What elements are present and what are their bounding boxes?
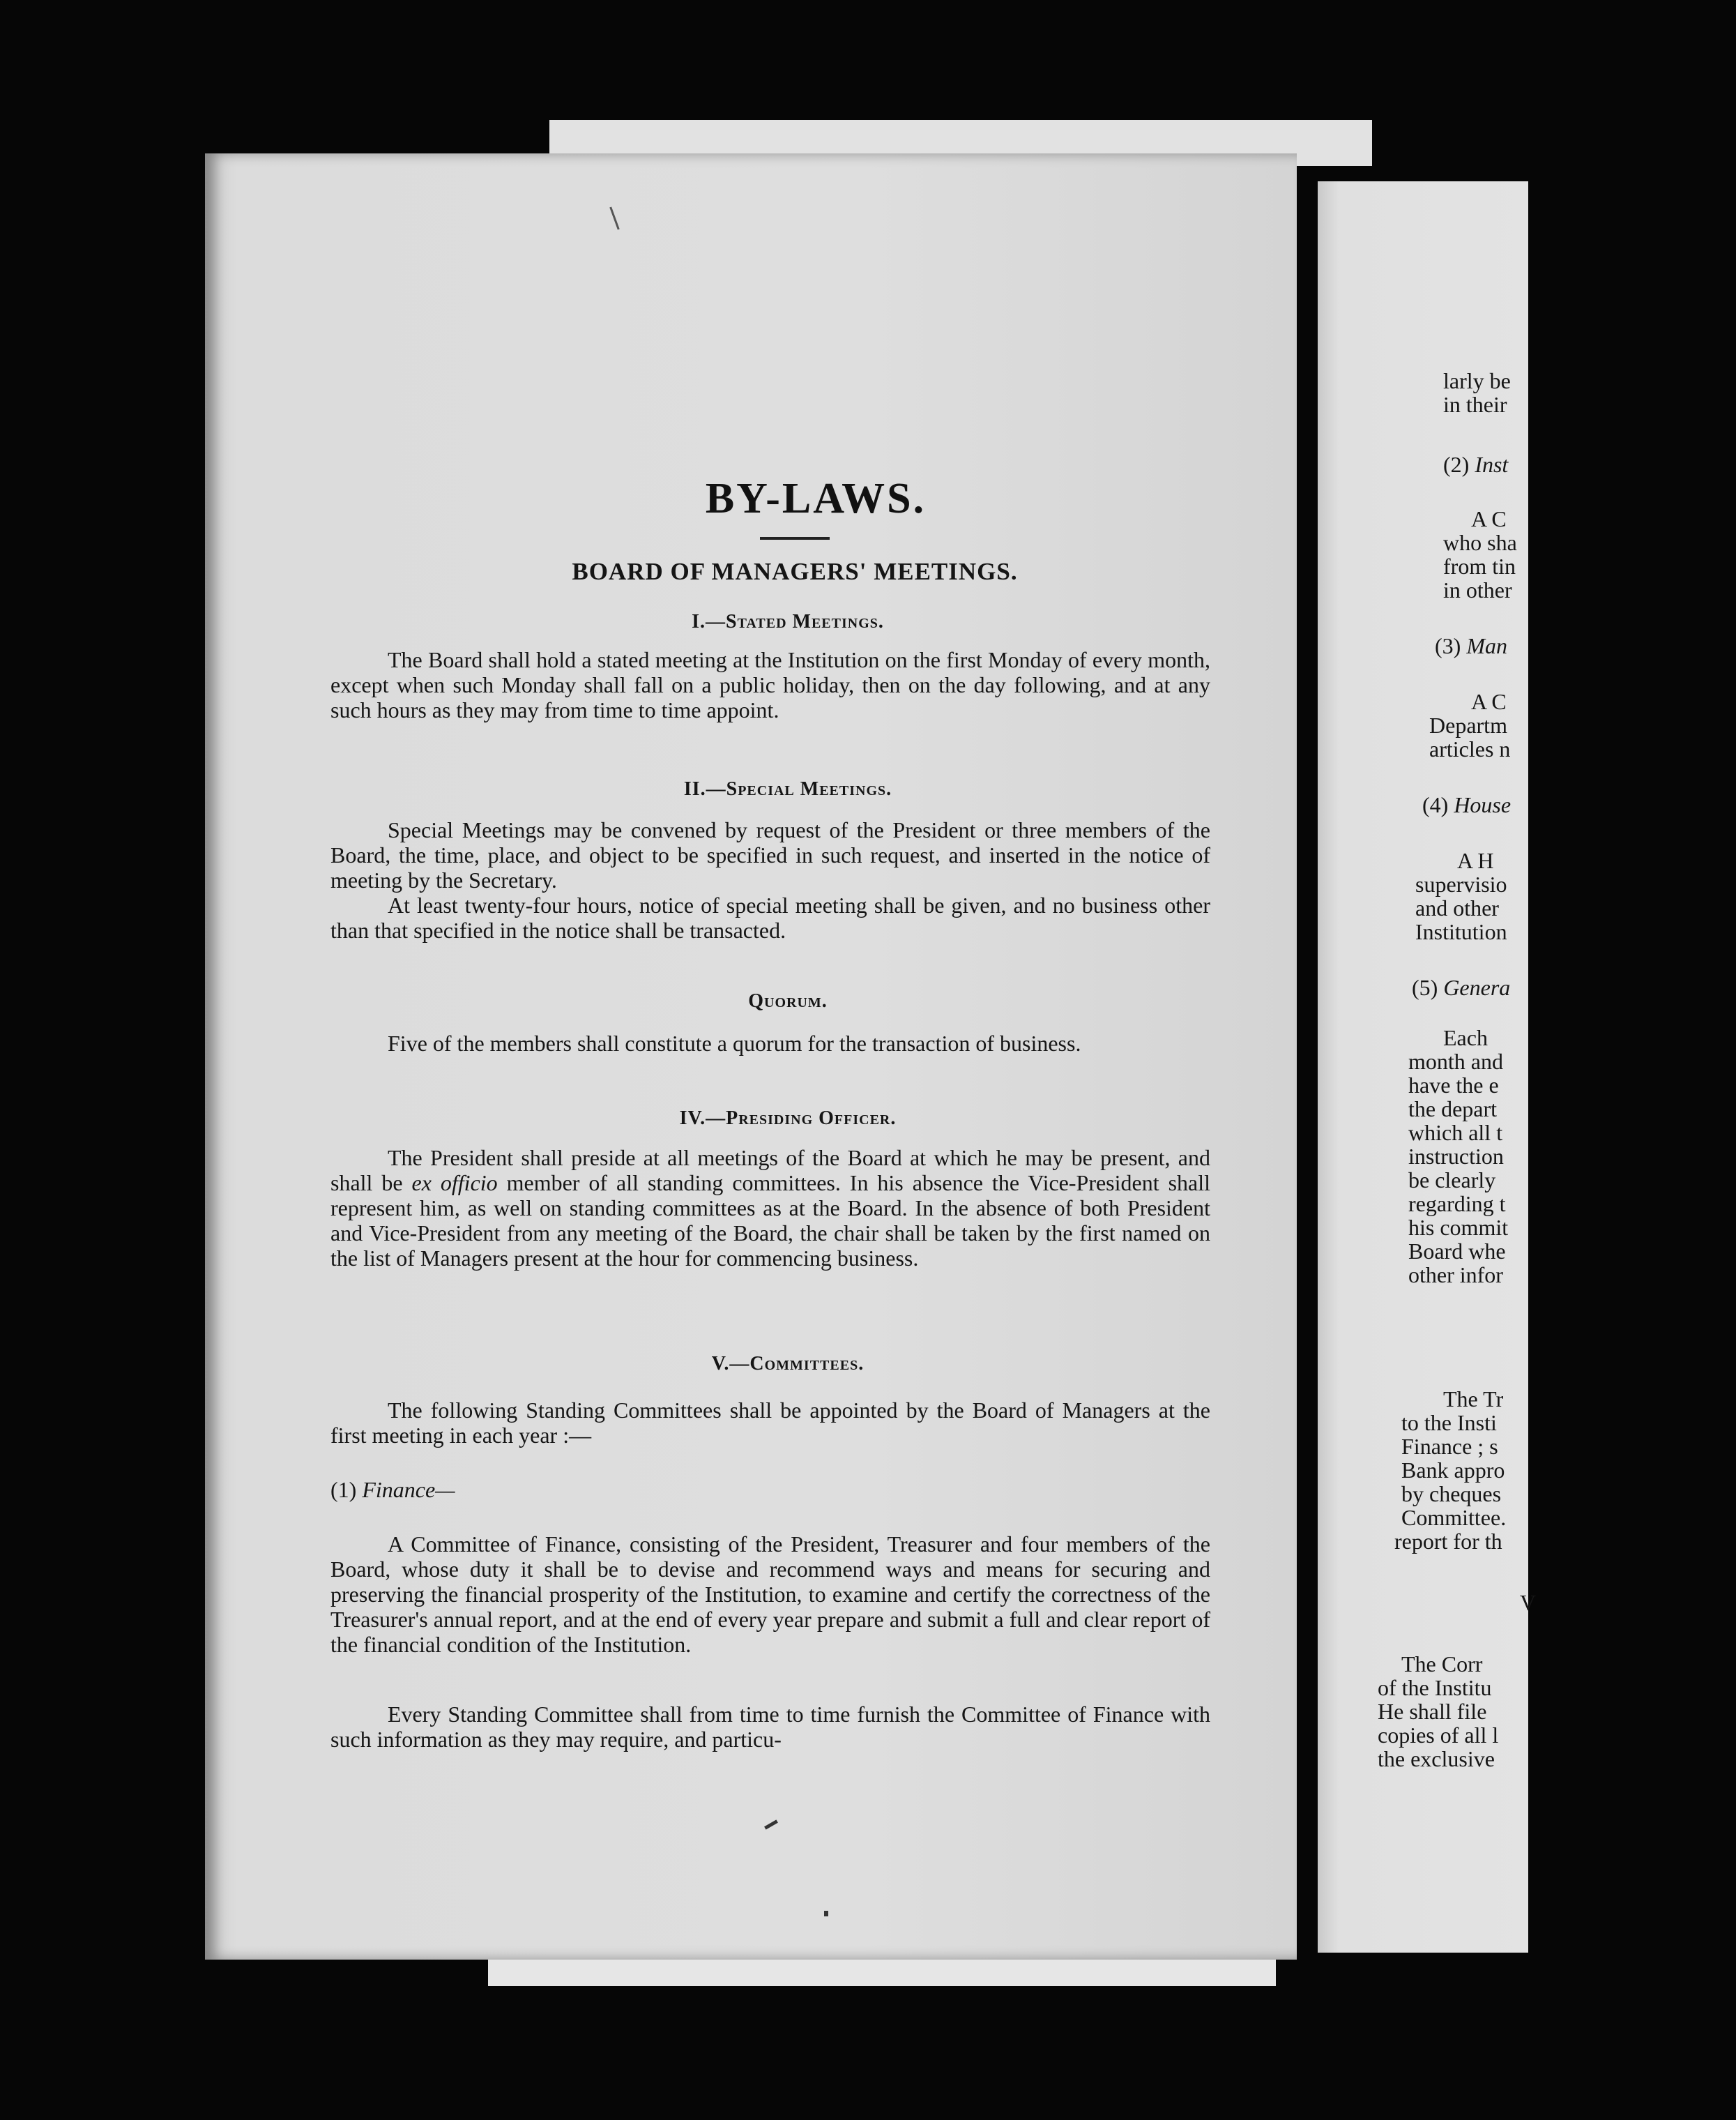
paragraph-finance-committee: A Committee of Finance, consisting of the President, Treasurer and four members of the Board, whose duty it shall be to devise and recommend ways and means for securing and preserving the financial prosperity of the Institution, to examine and certify the correctness of the Treasurer's annual report, and at the end of every year prepare and submit a full and clear report of the financial condition of the Institution. bbox=[330, 1531, 1210, 1657]
right-page-line: A C bbox=[1471, 506, 1507, 531]
right-page-line: The Corr bbox=[1401, 1651, 1483, 1676]
right-page-line: Bank appro bbox=[1401, 1458, 1505, 1483]
paragraph-special-meetings: Special Meetings may be convened by request of the President or three members of the Board, the time, place, and object to be specified in such request, and inserted in the notice of meeting by the Secretary. bbox=[330, 817, 1210, 893]
subsection-number: (1) bbox=[330, 1477, 357, 1502]
section-heading-quorum: Quorum. bbox=[748, 990, 828, 1012]
subsection-name: Finance— bbox=[362, 1477, 455, 1502]
right-page-line: A C bbox=[1471, 689, 1507, 714]
paragraph-committees-intro: The following Standing Committees shall be appointed by the Board of Managers at the first meeting in each year :— bbox=[330, 1398, 1210, 1448]
paragraph-presiding-officer bbox=[330, 1145, 1210, 1271]
right-page-line: report for th bbox=[1394, 1529, 1502, 1554]
right-page-line: instruction bbox=[1408, 1144, 1504, 1169]
right-page-line: supervisio bbox=[1415, 872, 1507, 897]
right-page-line: Finance ; s bbox=[1401, 1434, 1498, 1459]
page-title: BY-LAWS. bbox=[705, 475, 927, 522]
right-page-line: other infor bbox=[1408, 1262, 1503, 1287]
right-page-line: from tin bbox=[1443, 554, 1516, 579]
title-rule bbox=[760, 537, 830, 540]
right-page-line: (2) Inst bbox=[1443, 452, 1509, 477]
right-page-line: Board whe bbox=[1408, 1239, 1506, 1264]
right-page-line: the depart bbox=[1408, 1096, 1498, 1121]
right-page-line: Institution bbox=[1415, 919, 1507, 944]
right-page-line: and other bbox=[1415, 895, 1499, 921]
right-page-line: in their bbox=[1443, 392, 1507, 417]
right-page-line: V bbox=[1520, 1590, 1537, 1615]
right-page-line: copies of all l bbox=[1378, 1722, 1499, 1748]
right-page-line: larly be bbox=[1443, 368, 1511, 393]
right-page-line: articles n bbox=[1429, 736, 1511, 762]
paragraph-quorum: Five of the members shall constitute a quorum for the transaction of business. bbox=[388, 1031, 1081, 1056]
right-page-line: (4) House bbox=[1422, 792, 1512, 817]
right-page-line: The Tr bbox=[1443, 1386, 1504, 1411]
ink-dot bbox=[824, 1911, 828, 1916]
right-page-line: Departm bbox=[1429, 713, 1507, 738]
ex-officio-italic: ex officio bbox=[411, 1170, 498, 1195]
right-page-line: month and bbox=[1408, 1049, 1503, 1074]
right-page-line: (3) Man bbox=[1435, 633, 1507, 658]
document-subtitle: BOARD OF MANAGERS' MEETINGS. bbox=[572, 558, 1018, 585]
right-page-line: A H bbox=[1457, 848, 1494, 873]
section-heading-special-meetings: II.—Special Meetings. bbox=[683, 778, 892, 800]
right-page-line: be clearly bbox=[1408, 1167, 1496, 1192]
right-page-line: who sha bbox=[1443, 530, 1517, 555]
left-page bbox=[205, 153, 1297, 1960]
presiding-text-start: The President shall preside at all meetings of the Board at which he may be present, and shall be bbox=[330, 1145, 1210, 1195]
section-heading-stated-meetings: I.—Stated Meetings. bbox=[692, 611, 884, 633]
paragraph-standing-committees: Every Standing Committee shall from time to time furnish the Committee of Finance with such information as they may require, and particu- bbox=[330, 1702, 1210, 1752]
right-page-cropped bbox=[1318, 181, 1537, 1953]
right-page-line: have the e bbox=[1408, 1073, 1499, 1098]
presiding-text-end: member of all standing committees. In his absence the Vice-President shall represent him, as well on standing committees as at the Board. In the absence of both President and Vice-President from any meeting of the Board, the chair shall be taken by the first named on the list of Managers present at the hour for commencing business. bbox=[330, 1170, 1211, 1271]
paragraph-stated-meetings: The Board shall hold a stated meeting at the Institution on the first Monday of every month, except when such Monday shall fall on a public holiday, then on the day following, and at any such hours as they may from time to time appoint. bbox=[330, 647, 1210, 722]
right-page-line: which all t bbox=[1408, 1120, 1503, 1145]
right-page-line: the exclusive bbox=[1378, 1746, 1495, 1771]
right-page-line: to the Insti bbox=[1401, 1410, 1497, 1435]
section-heading-presiding-officer: IV.—Presiding Officer. bbox=[679, 1107, 897, 1129]
right-page-line: of the Institu bbox=[1378, 1675, 1492, 1700]
right-page-line: Committee. bbox=[1401, 1505, 1507, 1530]
right-page-line: his commit bbox=[1408, 1215, 1509, 1240]
subsection-finance-label bbox=[330, 1477, 1210, 1502]
right-page-line: by cheques bbox=[1401, 1481, 1502, 1506]
right-page-line: Each bbox=[1443, 1025, 1488, 1050]
paragraph-special-meetings-notice: At least twenty-four hours, notice of special meeting shall be given, and no business other than that specified in the notice shall be transacted. bbox=[330, 893, 1210, 943]
right-page-line: in other bbox=[1443, 577, 1512, 603]
right-page-line: He shall file bbox=[1378, 1699, 1487, 1724]
right-page-line: (5) Genera bbox=[1412, 975, 1511, 1000]
right-page-line: regarding t bbox=[1408, 1191, 1506, 1216]
section-heading-committees: V.—Committees. bbox=[711, 1353, 865, 1375]
